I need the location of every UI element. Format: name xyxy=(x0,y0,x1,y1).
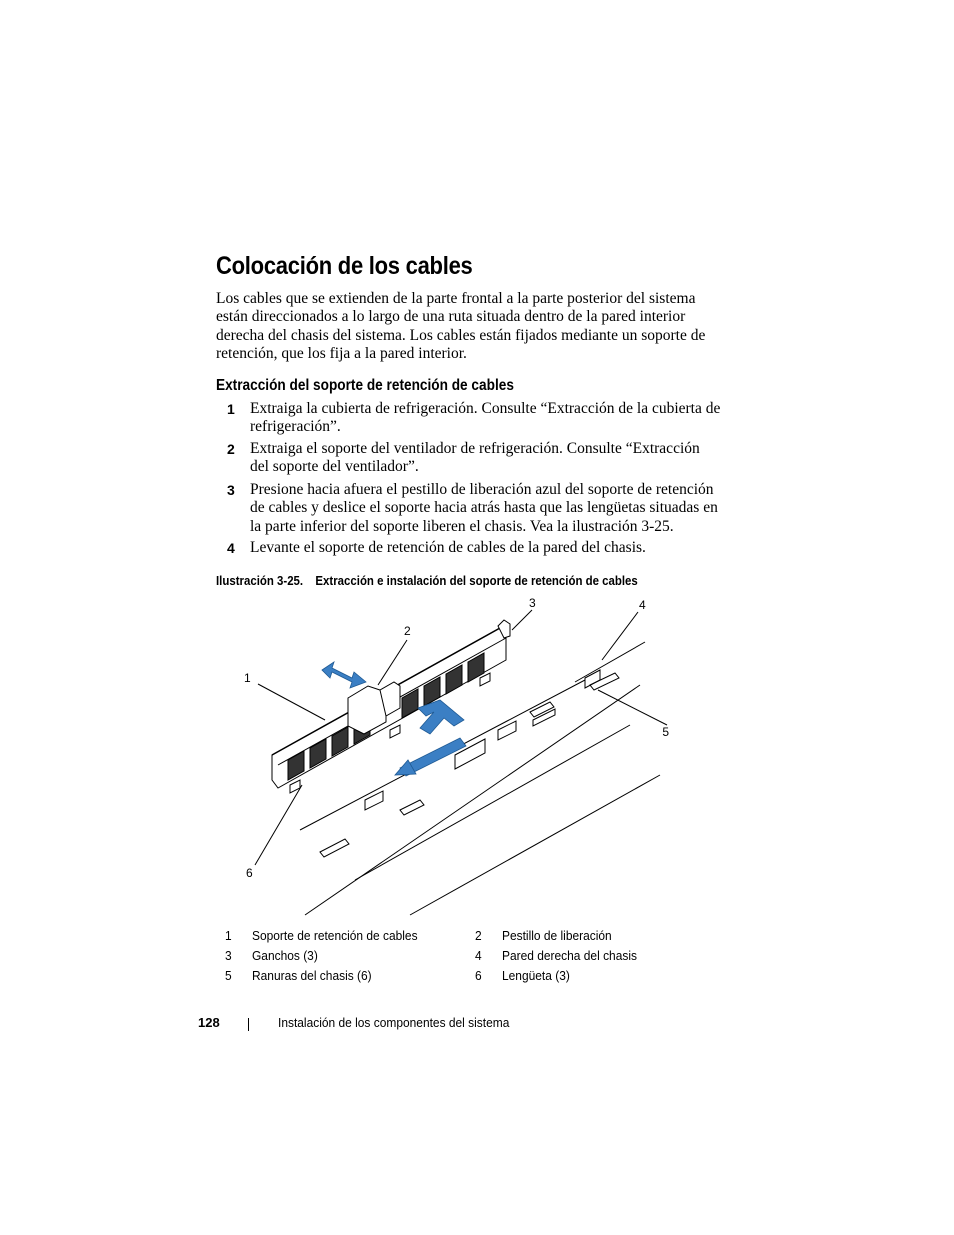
cable-bracket-illustration xyxy=(230,590,670,920)
callout-6: 6 xyxy=(246,866,253,880)
legend-number: 6 xyxy=(475,968,482,983)
legend-row xyxy=(216,968,676,988)
step-number: 1 xyxy=(227,401,235,417)
callout-2: 2 xyxy=(404,624,411,638)
page-number: 128 xyxy=(198,1015,220,1030)
callout-3: 3 xyxy=(529,596,536,610)
step-item xyxy=(216,440,721,477)
legend-number: 4 xyxy=(475,948,482,963)
callout-1: 1 xyxy=(244,671,251,685)
legend-number: 5 xyxy=(225,968,232,983)
step-number: 4 xyxy=(227,540,235,556)
step-text: Levante el soporte de retención de cables de la pared del chasis. xyxy=(250,539,646,556)
legend-text: Soporte de retención de cables xyxy=(252,928,418,943)
legend-number: 1 xyxy=(225,928,232,943)
step-number: 3 xyxy=(227,482,235,498)
slide-arrow-icon xyxy=(322,662,366,688)
legend-number: 2 xyxy=(475,928,482,943)
running-title: Instalación de los componentes del sistema xyxy=(278,1015,510,1030)
legend-text: Lengüeta (3) xyxy=(502,968,570,983)
step-text: Extraiga la cubierta de refrigeración. Consulte “Extracción de la cubierta de refrigeración”. xyxy=(250,400,721,436)
intro-paragraph: Los cables que se extienden de la parte frontal a la parte posterior del sistema están direccionados a lo largo de una ruta situada dentro de la pared interior derecha del chasis del sistema. Los cables están fijados mediante un soporte de retención, que los fija a la pared interior. xyxy=(216,290,706,363)
legend-text: Pared derecha del chasis xyxy=(502,948,637,963)
legend-number: 3 xyxy=(225,948,232,963)
section-subheading: Extracción del soporte de retención de cables xyxy=(216,377,514,394)
step-text: Extraiga el soporte del ventilador de refrigeración. Consulte “Extracción del soporte del ventilador”. xyxy=(250,440,700,476)
legend-row xyxy=(216,928,676,948)
step-text: Presione hacia afuera el pestillo de liberación azul del soporte de retención de cables y deslice el soporte hacia atrás hasta que las lengüetas situadas en la parte inferior del soporte liberen el chasis. Vea la ilustración 3-25. xyxy=(250,481,718,535)
step-item xyxy=(216,400,721,437)
figure-label: Ilustración 3-25. xyxy=(216,573,304,588)
legend-text: Ganchos (3) xyxy=(252,948,318,963)
page-heading: Colocación de los cables xyxy=(216,252,473,280)
callout-5: 5 xyxy=(662,725,669,739)
page-footer xyxy=(198,1015,658,1035)
step-number: 2 xyxy=(227,441,235,457)
legend-text: Pestillo de liberación xyxy=(502,928,612,943)
step-item xyxy=(216,539,721,557)
callout-4: 4 xyxy=(639,598,646,612)
figure-caption xyxy=(216,573,638,588)
legend-row xyxy=(216,948,676,968)
footer-divider xyxy=(248,1018,249,1031)
figure-title: Extracción e instalación del soporte de retención de cables xyxy=(315,573,638,588)
step-item xyxy=(216,481,721,536)
legend-text: Ranuras del chasis (6) xyxy=(252,968,372,983)
figure-legend xyxy=(216,928,676,988)
